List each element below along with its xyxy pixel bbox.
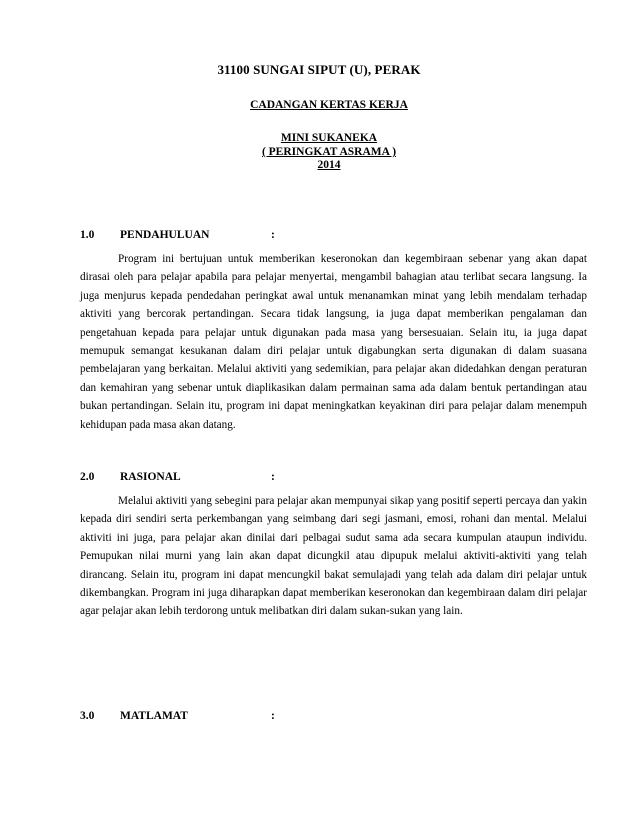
section-colon: : [271, 229, 275, 241]
event-year-title: 2014 [317, 159, 341, 171]
school-address: 31100 SUNGAI SIPUT (U), PERAK [217, 62, 421, 77]
section-colon: : [271, 471, 275, 483]
section-body-pendahuluan: Program ini bertujuan untuk memberikan keseronokan dan kegembiraan sebenar yang akan dapat dirasai oleh para pelajar apabila para pelajar menyertai, mengambil bahagian atau terlibat secara langsung. Ia juga menjurus kepada pendedahan peringkat awal untuk menanamkan minat yang lebih mendalam terhadap aktiviti yang bercorak pertandingan. Secara tidak langsung, ia juga dapat memberikan pengalaman dan pengetahuan kepada para pelajar untuk digunakan pada masa yang bersesuaian. Selain itu, ia juga dapat memupuk semangat kesukanan dalam diri pelajar untuk digabungkan serta digunakan di dalam suasana pembelajaran yang berkaitan. Melalui aktiviti yang sedemikian, para pelajar akan didedahkan dengan peraturan dan kemahiran yang sebenar untuk diaplikasikan dalam permainan sama ada dalam bentuk pertandingan atau bukan pertandingan. Selain itu, program ini dapat meningkatkan keyakinan diri para pelajar dalam menempuh kehidupan pada masa akan datang. [80, 253, 587, 431]
section-body-rasional: Melalui aktiviti yang sebegini para pelajar akan mempunyai sikap yang positif seperti percaya dan yakin kepada diri sendiri serta perkembangan yang seimbang dari segi jasmani, emosi, rohani dan mental. Melalui aktiviti ini juga, para pelajar akan dinilai dari pelbagai sudut sama ada secara kumpulan ataupun individu. Pemupukan nilai murni yang lain akan dapat dicungkil atau dipupuk melalui aktiviti-aktiviti yang telah dirancang. Selain itu, program ini dapat mencungkil bakat semulajadi yang telah ada dalam diri pelajar untuk dikembangkan. Program ini juga diharapkan dapat memberikan keseronokan dan kegembiraan dalam diri pelajar agar pelajar akan lebih terdorong untuk melibatkan diri dalam sukan-sukan yang lain. [80, 495, 587, 618]
section-heading-pendahuluan [80, 229, 580, 245]
section-heading-matlamat [80, 710, 580, 726]
event-level-title: ( PERINGKAT ASRAMA ) [261, 146, 397, 158]
section-number: 1.0 [80, 229, 95, 241]
event-name-title: MINI SUKANEKA [280, 132, 378, 144]
section-title: RASIONAL [120, 471, 181, 483]
section-number: 3.0 [80, 710, 95, 722]
section-title: PENDAHULUAN [120, 229, 210, 241]
section-title: MATLAMAT [120, 710, 188, 722]
section-colon: : [271, 710, 275, 722]
section-heading-rasional [80, 471, 580, 487]
section-number: 2.0 [80, 471, 95, 483]
document-type-title: CADANGAN KERTAS KERJA [250, 99, 408, 111]
